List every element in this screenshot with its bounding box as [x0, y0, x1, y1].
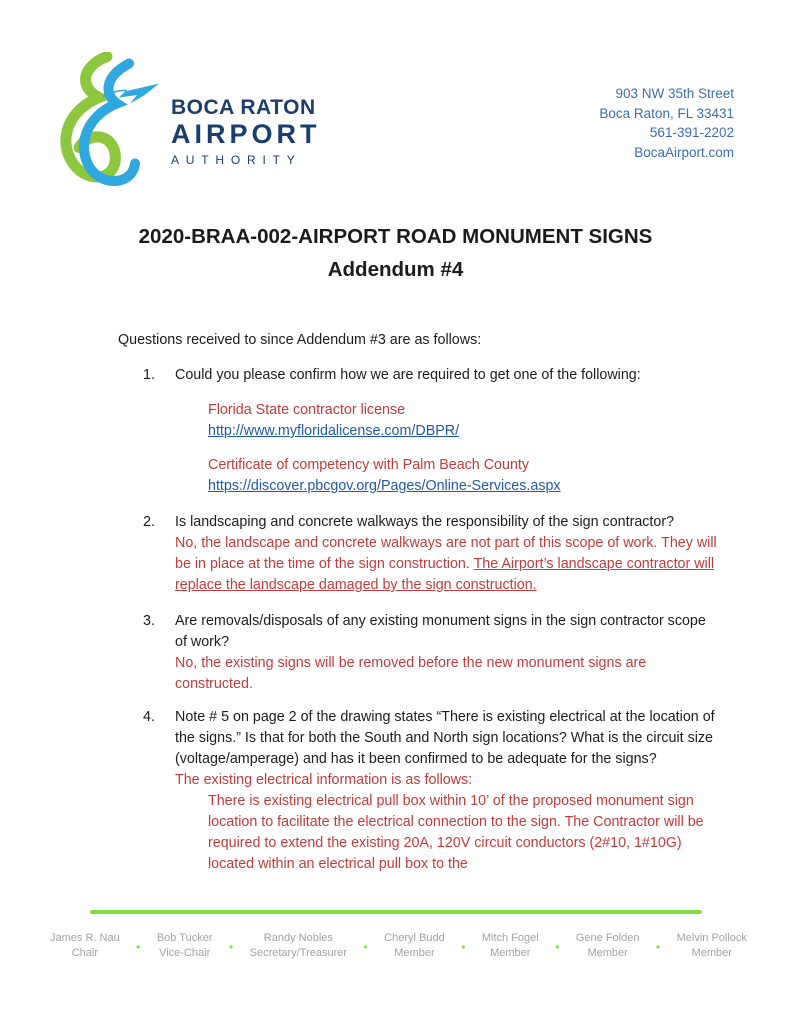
question-1: [118, 365, 718, 386]
airport-authority-logo: [57, 52, 321, 190]
bullet-separator-icon: •: [228, 940, 234, 954]
question-1-number: 1.: [143, 367, 155, 383]
option-2-label: Certificate of competency with Palm Beach County: [208, 457, 530, 473]
logo-brand-line1: BOCA RATON: [171, 96, 316, 119]
question-1-option-2: [208, 455, 713, 497]
answer-2-underlined: The Airport’s landscape contractor will replace the landscape damaged by the sign construction.: [175, 556, 715, 593]
document-body: [118, 330, 718, 875]
answer-4-detail-text: There is existing electrical pull box within 10’ of the proposed monument sign location to facilitate the electrical connection to the sign. The Contractor will be required to extend the existing 20A, 120V circuit conductors (2#10, 1#10G) located within an electrical pull box to the: [208, 793, 704, 872]
document-title: [0, 220, 791, 286]
member-name: Cheryl Budd: [384, 932, 445, 944]
bullet-separator-icon: •: [655, 940, 661, 954]
document-title-line1: 2020-BRAA-002-AIRPORT ROAD MONUMENT SIGNS: [138, 225, 653, 248]
question-4-text: Note # 5 on page 2 of the drawing states “There is existing electrical at the location of the signs.” Is that for both the South and North sign locations? What is the circuit size (voltage/amperage) and has it been confirmed to be adequate for the signs?: [175, 709, 715, 767]
member-title: Secretary/Treasurer: [249, 947, 348, 959]
member-title: Chair: [71, 947, 98, 959]
airplane-icon: [119, 84, 159, 104]
contact-city: Boca Raton, FL 33431: [599, 105, 734, 121]
member-name: Gene Folden: [575, 932, 640, 944]
question-2-answer: [175, 535, 717, 593]
member-name: Randy Nobles: [263, 932, 333, 944]
member-title: Member: [394, 947, 435, 959]
question-3-answer: [175, 655, 646, 692]
board-member: [675, 931, 749, 961]
question-2-text: Is landscaping and concrete walkways the responsibility of the sign contractor?: [175, 514, 675, 530]
board-member: [248, 931, 349, 961]
board-members-footer: [48, 931, 749, 961]
question-1-text: Could you please confirm how we are required to get one of the following:: [175, 367, 641, 383]
bullet-separator-icon: •: [363, 940, 368, 954]
contact-website: BocaAirport.com: [634, 144, 734, 160]
logo-brand-line3: AUTHORITY: [171, 153, 302, 167]
board-member: [382, 931, 447, 961]
question-3-number: 3.: [143, 613, 155, 629]
member-name: James R. Nau: [50, 932, 120, 944]
member-title: Vice-Chair: [159, 947, 211, 959]
question-3-text: Are removals/disposals of any existing monument signs in the sign contractor scope of work?: [175, 613, 706, 650]
contact-street: 903 NW 35th Street: [615, 86, 734, 101]
option-2-link[interactable]: https://discover.pbcgov.org/Pages/Online-Services.aspx: [208, 478, 561, 494]
bullet-separator-icon: •: [136, 940, 141, 954]
member-title: Member: [691, 947, 732, 959]
logo-brand-line2: AIRPORT: [171, 119, 321, 149]
option-1-label: Florida State contractor license: [208, 402, 406, 418]
option-1-link[interactable]: http://www.myfloridalicense.com/DBPR/: [208, 423, 460, 439]
member-name: Mitch Fogel: [481, 932, 539, 944]
answer-3-text: No, the existing signs will be removed before the new monument signs are constructed.: [175, 655, 647, 692]
question-4-answer-intro: [175, 772, 472, 788]
question-2-number: 2.: [143, 514, 155, 530]
member-name: Bob Tucker: [156, 932, 213, 944]
footer-rule: [90, 910, 702, 914]
question-4-number: 4.: [143, 709, 155, 725]
intro-paragraph: Questions received to since Addendum #3 are as follows:: [118, 332, 482, 348]
question-1-option-1: [208, 400, 713, 442]
contact-phone: 561-391-2202: [649, 125, 734, 140]
logo-wordmark: [171, 52, 321, 190]
question-3: [118, 611, 718, 695]
contact-block: [599, 84, 734, 162]
board-member: [480, 931, 541, 961]
board-member: [574, 931, 642, 961]
member-title: Member: [587, 947, 628, 959]
board-member: [48, 931, 122, 961]
question-2: [118, 512, 718, 596]
bullet-separator-icon: •: [461, 940, 466, 954]
question-4-answer-detail: [208, 791, 713, 875]
board-member: [155, 931, 215, 961]
member-name: Melvin Pollock: [676, 932, 747, 944]
answer-4-intro-text: The existing electrical information is as follows:: [175, 772, 473, 788]
bullet-separator-icon: •: [555, 940, 560, 954]
question-4: [118, 707, 718, 875]
logo-swoosh-icon: [57, 52, 165, 190]
member-title: Member: [490, 947, 531, 959]
document-title-line2: Addendum #4: [327, 258, 464, 281]
answer-2-normal: No, the landscape and concrete walkways are not part of this scope of work. They will be in place at the time of the sign construction.: [175, 535, 717, 572]
